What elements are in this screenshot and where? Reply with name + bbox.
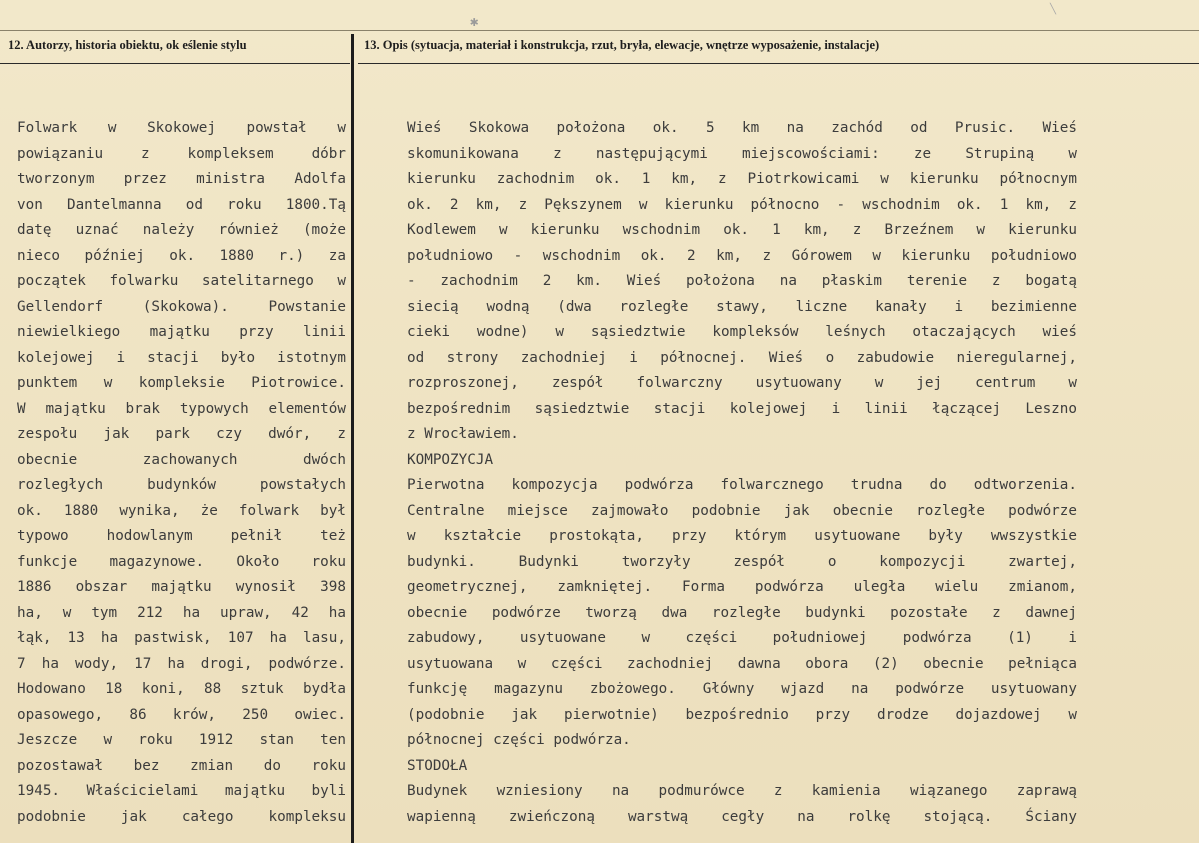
text-line: siecią wodną (dwa rozległe stawy, liczne kanały i bezimienne [407,298,1077,315]
text-line: datę uznać należy również (może [17,222,346,238]
text-line: tworzonym przez ministra Adolfa [17,171,346,187]
text-line: obecnie podwórze tworzą dwa rozległe budynki pozostałe z dawnej [407,604,1077,621]
text-line: zabudowy, usytuowane w części południowej podwórza (1) i [407,630,1077,646]
text-line: typowo hodowlanym pełnił też [17,528,346,544]
text-line: nieco później ok. 1880 r.) za [17,247,346,264]
text-line: (podobnie jak pierwotnie) bezpośrednio przy drodze dojazdowej w [407,706,1077,723]
text-line: powiązaniu z kompleksem dóbr [17,145,346,162]
text-line: Hodowano 18 koni, 88 sztuk bydła [17,681,346,697]
text-line: bezpośrednim sąsiedztwie stacji kolejowej i linii łączącej Leszno [407,400,1077,417]
column-divider [351,34,354,843]
section-12-header: 12. Autorzy, historia obiektu, ok eślenie stylu [0,30,350,64]
text-line: 1886 obszar majątku wynosił 398 [17,579,346,595]
text-line: zespołu jak park czy dwór, z [17,426,346,442]
text-line: funkcje magazynowe. Około roku [17,553,346,570]
text-line: 7 ha wody, 17 ha drogi, podwórze. [17,655,346,672]
text-line: cieki wodne) w sąsiedztwie kompleksów leśnych otaczających wieś [407,324,1077,340]
text-line: z Wrocławiem. [407,426,519,442]
text-line: ok. 2 km, z Pększynem w kierunku północno - wschodnim ok. 1 km, z [407,196,1077,213]
text-line: południowo - wschodnim ok. 2 km, z Górowem w kierunku południowo [407,247,1077,264]
text-line: Gellendorf (Skokowa). Powstanie [17,298,346,315]
stamp-mark: ✱ [470,14,479,30]
text-line: pozostawał bez zmian do roku [17,757,346,774]
text-line: wapienną zwieńczoną warstwą cegły na rolkę stojącą. Ściany [407,808,1077,825]
text-line: od strony zachodniej i północnej. Wieś o zabudowie nieregularnej, [407,349,1077,366]
text-line: ok. 1880 wynika, że folwark był [17,502,346,519]
text-line: - zachodnim 2 km. Wieś położona na płaskim terenie z bogatą [407,273,1077,289]
text-line: północnej części podwórza. [407,732,631,748]
text-line: Pierwotna kompozycja podwórza folwarcznego trudna do odtworzenia. [407,477,1077,493]
description-text-column [407,116,1077,830]
text-line: ha, w tym 212 ha upraw, 42 ha [17,604,346,621]
text-line: Kodlewem w kierunku wschodnim ok. 1 km, z Brzeźnem w kierunku [407,222,1077,238]
text-line: von Dantelmanna od roku 1800.Tą [17,196,346,213]
text-line: Budynek wzniesiony na podmurówce z kamienia wiązanego zaprawą [407,783,1077,799]
text-line: punktem w kompleksie Piotrowice. [17,375,346,391]
text-line: geometrycznej, zamkniętej. Forma podwórza uległa wielu zmianom, [407,579,1077,595]
history-text-column [17,116,346,830]
text-line: niewielkiego majątku przy linii [17,324,346,340]
text-line: KOMPOZYCJA [407,451,494,468]
text-line: Folwark w Skokowej powstał w [17,120,346,136]
text-line: Wieś Skokowa położona ok. 5 km na zachód od Prusic. Wieś [407,120,1077,136]
text-line: w kształcie prostokąta, przy którym usytuowane były wwszystkie [407,528,1077,544]
text-line: początek folwarku satelitarnego w [17,273,346,289]
text-line: podobnie jak całego kompleksu [17,808,346,825]
text-line: Jeszcze w roku 1912 stan ten [17,732,346,748]
text-line: rozległych budynków powstałych [17,477,346,493]
corner-mark: ╲ [1050,4,1057,15]
text-line: kolejowej i stacji było istotnym [17,349,346,366]
text-line: opasowego, 86 krów, 250 owiec. [17,706,346,723]
text-line: 1945. Właścicielami majątku byli [17,783,346,799]
text-line: rozproszonej, zespół folwarczny usytuowany w jej centrum w [407,375,1077,391]
text-line: budynki. Budynki tworzyły zespół o kompozycji zwartej, [407,553,1077,570]
text-line: STODOŁA [407,757,468,774]
text-line: łąk, 13 ha pastwisk, 107 ha lasu, [17,630,346,646]
text-line: funkcję magazynu zbożowego. Główny wjazd na podwórze usytuowany [407,681,1077,697]
section-13-header: 13. Opis (sytuacja, materiał i konstrukcja, rzut, bryła, elewacje, wnętrze wyposażenie, instalacje) [358,30,1199,64]
text-line: kierunku zachodnim ok. 1 km, z Piotrkowicami w kierunku północnym [407,171,1077,187]
text-line: W majątku brak typowych elementów [17,400,346,417]
text-line: obecnie zachowanych dwóch [17,451,346,468]
text-line: usytuowana w części zachodniej dawna obora (2) obecnie pełniąca [407,655,1077,672]
text-line: skomunikowana z następującymi miejscowościami: ze Strupiną w [407,145,1077,162]
text-line: Centralne miejsce zajmowało podobnie jak obecnie rozległe podwórze [407,502,1077,519]
